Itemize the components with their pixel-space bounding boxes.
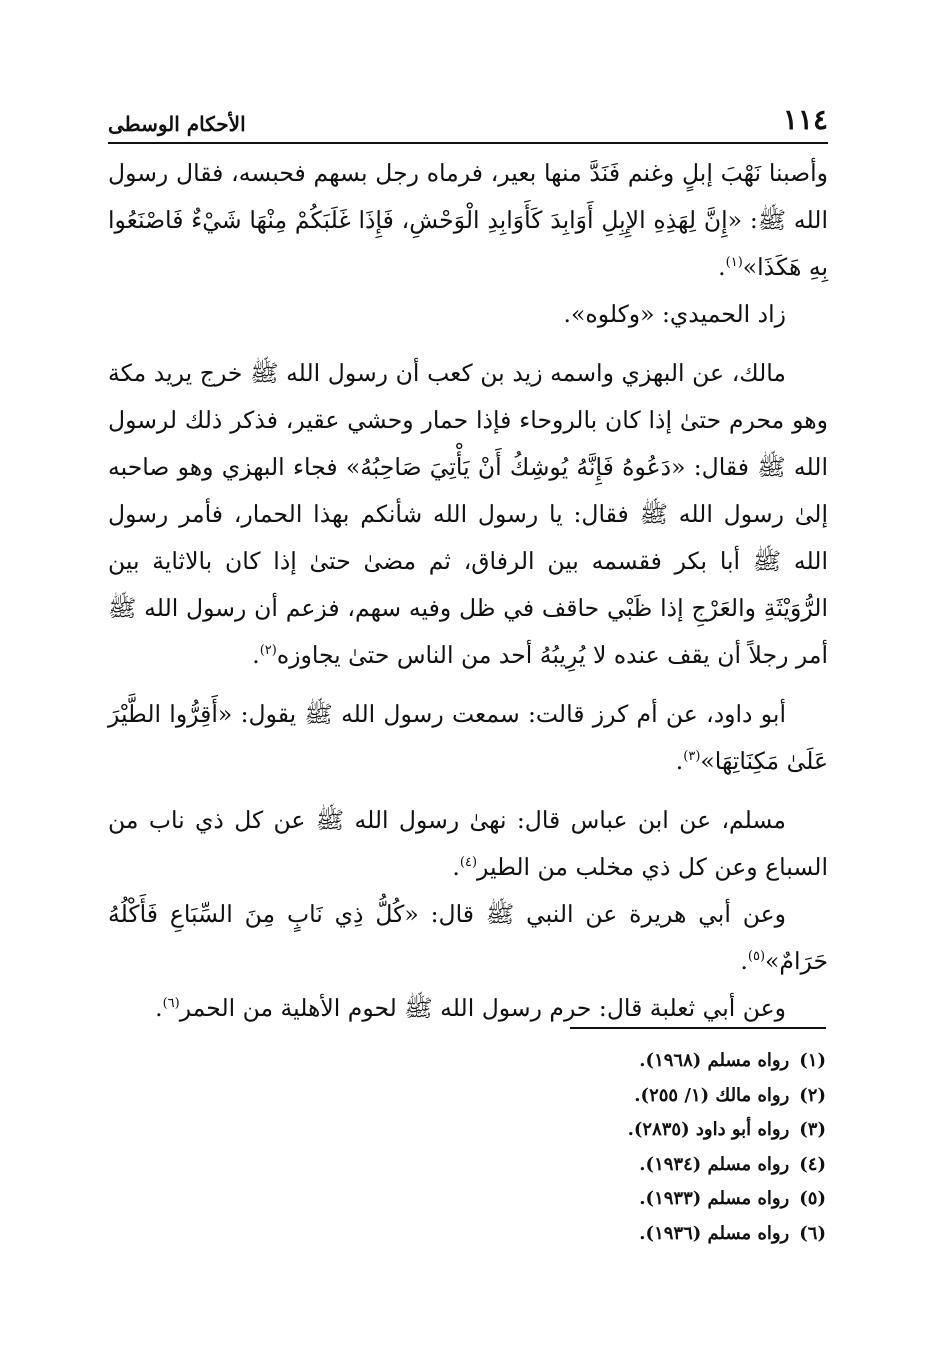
paragraph-end: . [563,300,571,328]
paragraph-end: . [740,947,748,975]
paragraph-text: وعن أبي هريرة عن النبي ﷺ قال: «كُلُّ ذِي نَابٍ مِنَ السِّبَاعِ فَأَكْلُهُ حَرَامٌ» [108,900,828,975]
page-header [108,96,828,144]
footnote-text: رواه مالك (١/ ٢٥٥). [634,1084,790,1106]
paragraph-text: وعن أبي ثعلبة قال: حرم رسول الله ﷺ لحوم الأهلية من الحمر [179,994,786,1022]
footnote-ref[interactable]: (٥) [747,949,766,965]
paragraph-2 [108,291,828,338]
paragraph-end: . [155,994,163,1022]
paragraph-text: مالك، عن البهزي واسمه زيد بن كعب أن رسول الله ﷺ خرج يريد مكة وهو محرم حتىٰ إذا كان بالروحاء فإذا حمار وحشي عقير، فذكر ذلك لرسول الله ﷺ فقال: «دَعُوهُ فَإِنَّهُ يُوشِكُ أَنْ يَأْتِيَ صَاحِبُهُ» فجاء البهزي وهو صاحبه إلىٰ رسول الله ﷺ فقال: يا رسول الله شأنكم بهذا الحمار، فأمر رسول الله ﷺ أبا بكر فقسمه بين الرفاق، ثم مضىٰ حتىٰ إذا كان بالاثاية بين الرُّوَيْثَةِ والعَرْجِ إذا ظَبْي حاقف في ظل وفيه سهم، فزعم أن رسول الله ﷺ أمر رجلاً أن يقف عنده لا يُرِيبُهُ أحد من الناس حتىٰ يجاوزه [108,359,828,669]
paragraph-end: . [452,853,460,881]
footnote-number: (٥) [799,1188,826,1209]
footnote-ref[interactable]: (٣) [683,749,701,765]
paragraph-end: . [718,253,726,281]
footnote-text: رواه مسلم (١٩٣٣). [639,1188,790,1209]
footnote-number: (٢) [799,1084,826,1106]
paragraph-text: مسلم، عن ابن عباس قال: نهىٰ رسول الله ﷺ عن كل ذي ناب من السباع وعن كل ذي مخلب من الطير [108,806,828,881]
footnote-text: رواه أبو داود (٢٨٣٥). [627,1119,790,1140]
footnote-number: (٤) [799,1153,826,1175]
footnote-text: رواه مسلم (١٩٦٨). [639,1050,790,1071]
main-text [108,150,828,1032]
paragraph-end: . [252,641,260,669]
footnote-6 [426,1217,826,1252]
paragraph-text: أبو داود، عن أم كرز قالت: سمعت رسول الله ﷺ يقول: «أَقِرُّوا الطَّيْرَ عَلَىٰ مَكِنَاتِهَا» [108,700,828,775]
footnote-separator [570,1027,826,1029]
footnote-text: رواه مسلم (١٩٣٦). [639,1222,790,1244]
paragraph-3 [108,350,828,679]
footnote-ref[interactable]: (٦) [162,996,180,1012]
paragraph-4 [108,691,828,785]
footnote-5 [426,1182,826,1217]
footnote-ref[interactable]: (١) [725,255,743,271]
paragraph-1 [108,150,828,291]
paragraph-text: وأصبنا نَهْبَ إبلٍ وغنم فَنَدَّ منها بعير، فرماه رجل بسهم فحبسه، فقال رسول الله ﷺ: «إِنَّ لِهَذِهِ الإِبِلِ أَوَابِدَ كَأَوَابِدِ الْوَحْشِ، فَإِذَا غَلَبَكُمْ مِنْهَا شَيْءٌ فَاصْنَعُوا بِهِ هَكَذَا» [108,159,828,281]
paragraph-7 [108,985,828,1032]
page-number: ١١٤ [782,103,828,136]
footnote-ref[interactable]: (٤) [459,855,478,871]
paragraph-5 [108,797,828,891]
footnote-4 [426,1148,826,1183]
footnotes [426,1044,826,1251]
paragraph-text: زاد الحميدي: «وكلوه» [571,300,786,328]
paragraph-6 [108,891,828,985]
footnote-1 [426,1044,826,1079]
paragraph-end: . [675,747,684,775]
footnote-ref[interactable]: (٢) [259,643,277,659]
running-title: الأحكام الوسطى [108,112,246,136]
footnote-number: (١) [799,1050,826,1071]
footnote-number: (٦) [799,1222,826,1244]
footnote-2 [426,1079,826,1114]
footnote-text: رواه مسلم (١٩٣٤). [639,1153,790,1175]
footnote-number: (٣) [799,1119,826,1140]
footnote-3 [426,1113,826,1148]
